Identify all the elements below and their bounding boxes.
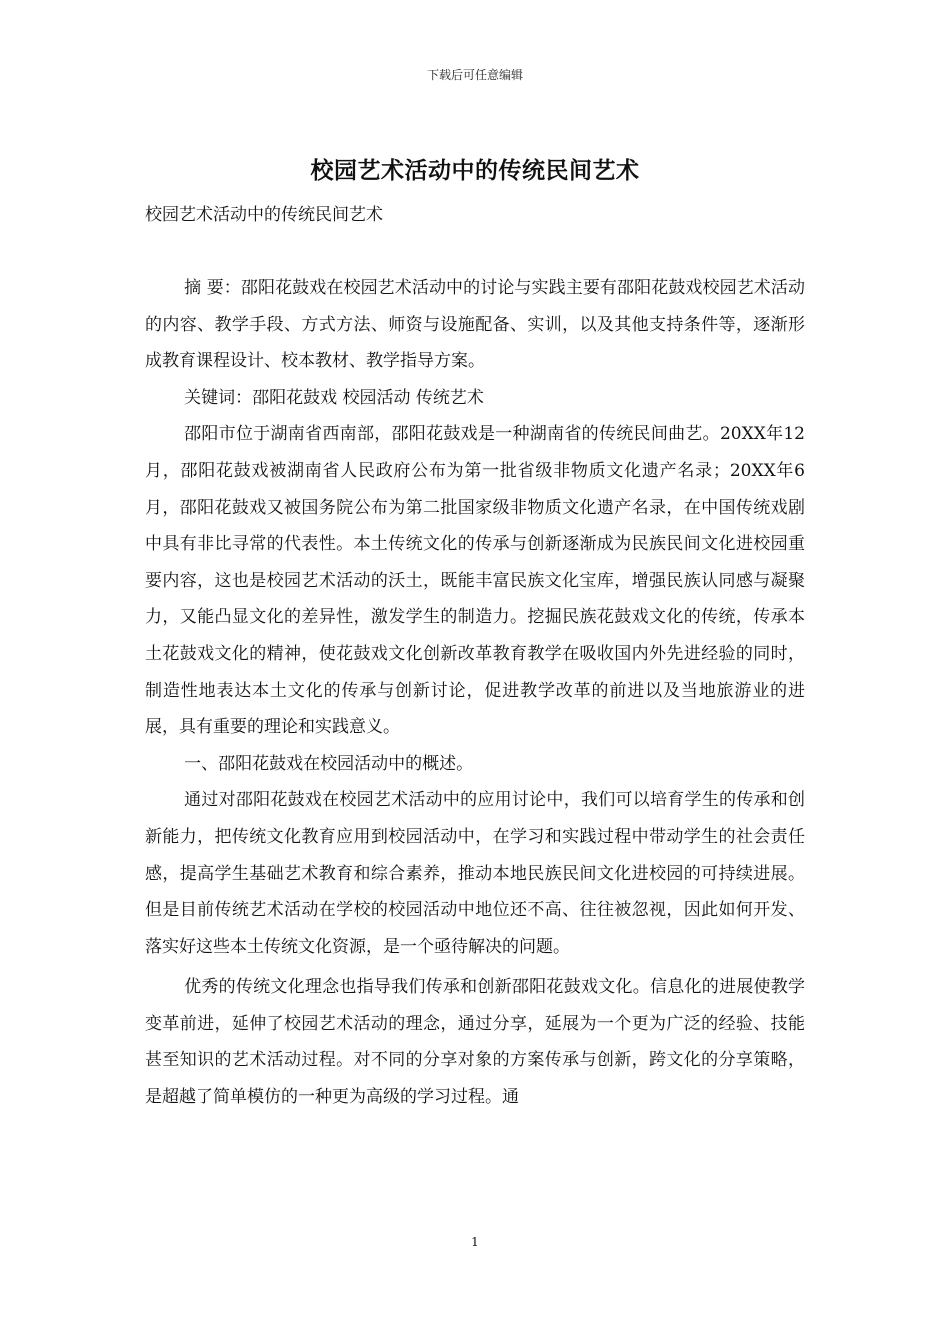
abstract-paragraph: 摘 要：邵阳花鼓戏在校园艺术活动中的讨论与实践主要有邵阳花鼓戏校园艺术活动的内容、教学手段、方式方法、师资与设施配备、实训，以及其他支持条件等，逐渐形成教育课程设计、校本教材、教学指导方案。 <box>145 278 805 372</box>
intro-paragraph: 邵阳市位于湖南省西南部，邵阳花鼓戏是一种湖南省的传统民间曲艺。20XX年12月，邵阳花鼓戏被湖南省人民政府公布为第一批省级非物质文化遗产名录；20XX年6月，邵阳花鼓戏又被国务院公布为第二批国家级非物质文化遗产名录，在中国传统戏剧中具有非比寻常的代表性。本土传统文化的传承与创新逐渐成为民族民间文化进校园重要内容，这也是校园艺术活动的沃土，既能丰富民族文化宝库，增强民族认同感与凝聚力，又能凸显文化的差异性，激发学生的制造力。挖掘民族花鼓戏文化的传统，传承本土花鼓戏文化的精神，使花鼓戏文化创新改革教育教学在吸收国内外先进经验的同时，制造性地表达本土文化的传承与创新讨论，促进教学改革的前进以及当地旅游业的进展，具有重要的理论和实践意义。 <box>145 424 805 738</box>
section-heading-1: 一、邵阳花鼓戏在校园活动中的概述。 <box>184 753 474 774</box>
document-body <box>145 270 805 1116</box>
document-subtitle: 校园艺术活动中的传统民间艺术 <box>145 205 383 225</box>
keywords-paragraph: 关键词：邵阳花鼓戏 校园活动 传统艺术 <box>184 387 484 408</box>
page-number: 1 <box>471 1235 479 1249</box>
body-paragraph-1: 通过对邵阳花鼓戏在校园艺术活动中的应用讨论中，我们可以培育学生的传承和创新能力，把传统文化教育应用到校园活动中，在学习和实践过程中带动学生的社会责任感，提高学生基础艺术教育和综合素养，推动本地民族民间文化进校园的可持续进展。但是目前传统艺术活动在学校的校园活动中地位还不高、往往被忽视，因此如何开发、落实好这些本土传统文化资源，是一个亟待解决的问题。 <box>145 790 805 957</box>
body-paragraph-2: 优秀的传统文化理念也指导我们传承和创新邵阳花鼓戏文化。信息化的进展使教学变革前进，延伸了校园艺术活动的理念，通过分享，延展为一个更为广泛的经验、技能甚至知识的艺术活动过程。对不同的分享对象的方案传承与创新，跨文化的分享策略，是超越了简单模仿的一种更为高级的学习过程。通 <box>145 977 805 1108</box>
header-note: 下载后可任意编辑 <box>426 68 523 82</box>
document-title: 校园艺术活动中的传统民间艺术 <box>310 157 640 184</box>
